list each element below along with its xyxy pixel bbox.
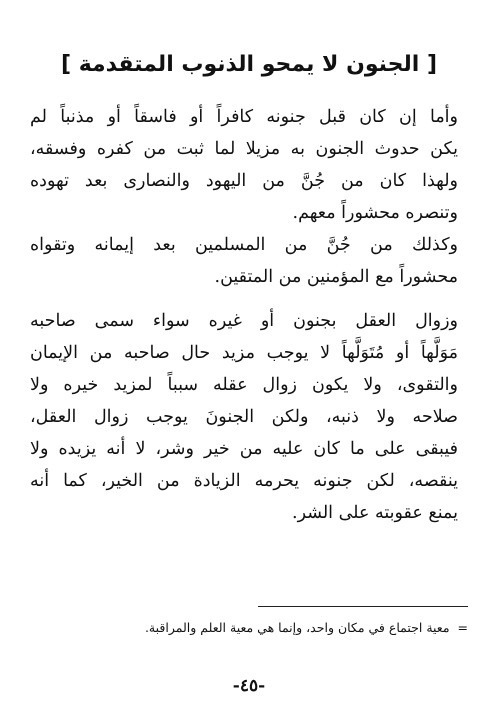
footnote-marker: = bbox=[457, 620, 468, 635]
text-line: محشوراً مع المؤمنين من المتقين. bbox=[214, 267, 458, 287]
paragraph-spacer bbox=[30, 293, 458, 305]
text-line: ولهذا كان من جُنَّ من اليهود والنصارى بعد تهوده bbox=[30, 171, 458, 191]
text-line: وأما إن كان قبل جنونه كافراً أو فاسقاً أو مذنباً لم bbox=[30, 107, 458, 127]
text-line: مَوَلَّهاً أو مُتَوَلَّهاً لا يوجب مزيد حال صاحبه من الإيمان bbox=[30, 343, 458, 363]
text-line: ينقصه، لكن جنونه يحرمه الزيادة من الخير، كما أنه bbox=[30, 471, 458, 491]
footnote-text: معية اجتماع في مكان واحد، وإنما هي معية العلم والمراقبة. bbox=[144, 620, 450, 635]
text-line: يكن حدوث الجنون به مزيلا لما ثبت من كفره وفسقه، bbox=[30, 139, 458, 159]
text-line: والتقوى، ولا يكون زوال عقله سبباً لمزيد خيره ولا bbox=[30, 375, 458, 395]
page-number: -٤٥- bbox=[232, 676, 266, 696]
footnote bbox=[28, 618, 468, 638]
section-heading: [ الجنون لا يمحو الذنوب المتقدمة ] bbox=[60, 52, 438, 77]
body-text bbox=[30, 101, 458, 529]
text-line: صلاحه ولا ذنبه، ولكن الجنونَ يوجب زوال العقل، bbox=[30, 407, 458, 427]
text-line: وتنصره محشوراً معهم. bbox=[292, 203, 458, 223]
text-line: وزوال العقل بجنون أو غيره سواء سمى صاحبه bbox=[30, 311, 458, 331]
footnote-divider bbox=[258, 606, 468, 607]
text-line: يمنع عقوبته على الشر. bbox=[292, 503, 458, 523]
text-line: فيبقى على ما كان عليه من خير وشر، لا أنه يزيده ولا bbox=[30, 439, 458, 459]
text-line: وكذلك من جُنَّ من المسلمين بعد إيمانه وتقواه bbox=[30, 235, 458, 255]
